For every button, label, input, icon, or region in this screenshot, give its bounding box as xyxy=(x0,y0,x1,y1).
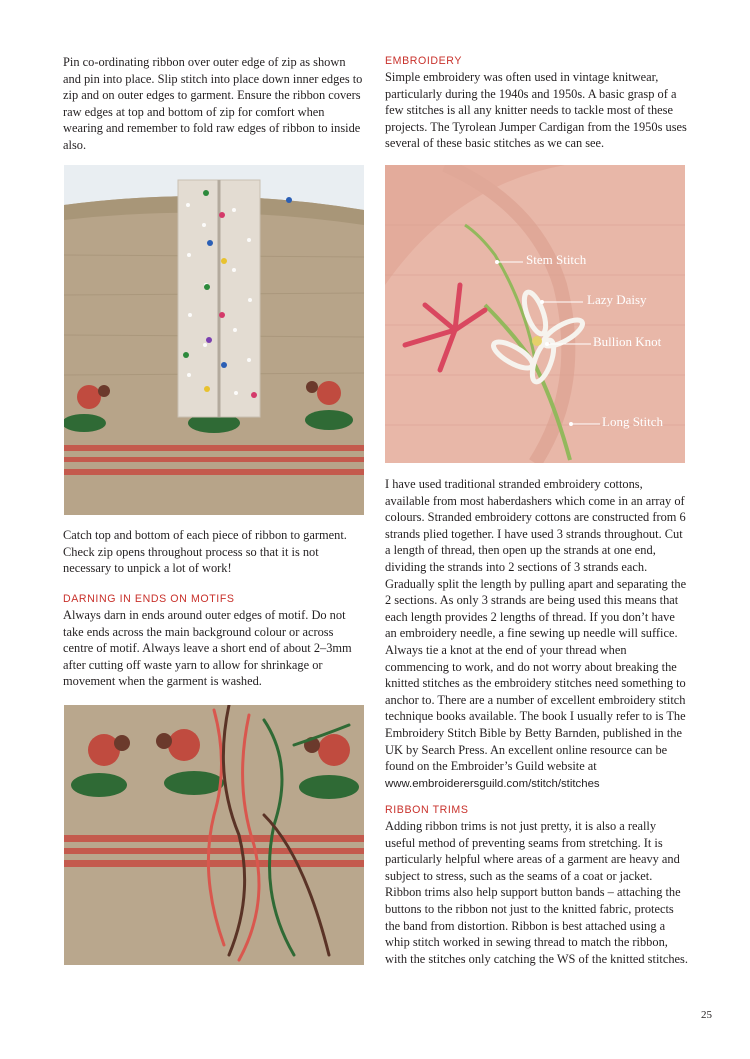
bullion-knot-label: Bullion Knot xyxy=(593,334,662,349)
ribbon-trims-paragraph: Adding ribbon trims is not just pretty, it is also a really useful method of preventing seams from stretching. It is particularly helpful where areas of a garment are heavy and subject to stress, such as the seams of a coat or jacket. Ribbon trims also help support button bands – attaching the buttons to the ribbon not just to the knitted fabric, protects the band from distortion. Ribbon is best attached using a whip stitch worked in sewing thread to match the ribbon, with the stitches only catching the WS of the knitted stitches. xyxy=(385,819,688,966)
catch-paragraph: Catch top and bottom of each piece of ribbon to garment. Check zip opens throughout process so that it is not necessary to unpick a lot of work! xyxy=(63,528,347,576)
cottons-text: I have used traditional stranded embroidery cottons, available from most haberdashers which come in an array of colours. Stranded embroidery cottons are constructed from 6 strands plied together. I have used 3 strands throughout. Cut a length of thread, then open up the strands at one end, dividing the strands into 2 sections of 3 strands each. Gradually split the length by pulling apart and separating the 2 sections. As only 3 strands are being used this means that each length provides 2 lengths of thread. If you don’t have an embroidery needle, a fine sewing up needle will suffice. Always tie a knot at the end of your thread when commencing to work, and do not worry about breaking the knitted stitches as the embroidery stitches need something to anchor to. There are a number of excellent embroidery stitch technique books available. The book I usually refer to is The Embroidery Stitch Bible by Betty Barnden, published in the UK by Search Press. An excellent online resource can be found on the Embroider’s Guild website at xyxy=(385,477,687,774)
embroidery-paragraph: Simple embroidery was often used in vintage knitwear, particularly during the 1940s and 1950s. A basic grasp of a few stitches is all any knitter needs to tackle most of these projects. The Tyrolean Jumper Cardigan from the 1950s uses several of these basic stitches as we can see. xyxy=(385,70,687,151)
lazy-daisy-label: Lazy Daisy xyxy=(587,292,647,307)
embroidery-stitches-photo xyxy=(385,165,685,463)
page-number: 25 xyxy=(701,1009,712,1021)
ribbon-trims-heading: RIBBON TRIMS xyxy=(385,804,469,816)
embroidery-heading: EMBROIDERY xyxy=(385,55,463,67)
guild-website-link[interactable]: www.embroiderersguild.com/stitch/stitches xyxy=(385,777,600,790)
cottons-paragraph xyxy=(385,476,688,792)
long-stitch-label: Long Stitch xyxy=(602,414,664,429)
darning-paragraph: Always darn in ends around outer edges of motif. Do not take ends across the main background colour or across centre of motif. Always leave a short end of about 2–3mm after cutting off waste yarn to allow for shrinkage or movement when the garment is washed. xyxy=(63,608,352,689)
stem-stitch-label: Stem Stitch xyxy=(526,252,587,267)
intro-paragraph: Pin co-ordinating ribbon over outer edge of zip as shown and pin into place. Slip stitch into place down inner edges to zip and on outer edges to garment. Ensure the ribbon covers raw edges at top and bottom of zip for comfort when wearing and remember to fold raw edges of ribbon to inside also. xyxy=(63,55,363,152)
zip-ribbon-photo xyxy=(64,165,364,515)
darning-ends-photo xyxy=(64,705,364,965)
darning-heading: DARNING IN ENDS ON MOTIFS xyxy=(63,593,235,605)
